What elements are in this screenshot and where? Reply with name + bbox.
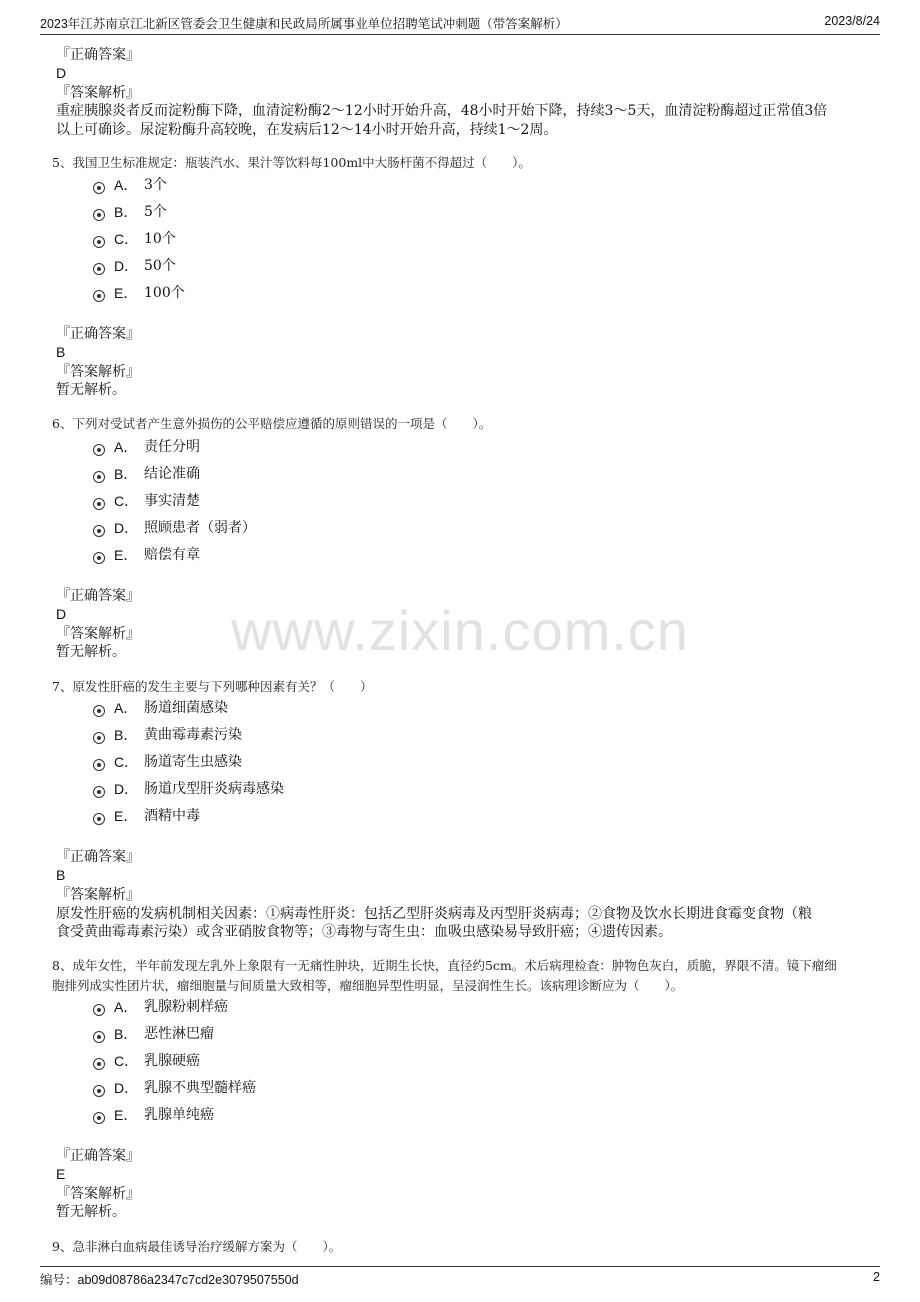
analysis-line: 原发性肝癌的发病机制相关因素：①病毒性肝炎：包括乙型肝炎病毒及丙型肝炎病毒；②食物及饮水长期进食霉变食物（粮 [56, 906, 812, 922]
radio-button-icon[interactable] [93, 732, 105, 744]
answer-label: 『正确答案』 [56, 849, 140, 865]
option-text: 事实清楚 [144, 493, 200, 509]
radio-button-icon[interactable] [93, 1058, 105, 1070]
option-item[interactable] [93, 997, 228, 1017]
question-text: 7、原发性肝癌的发生主要与下列哪种因素有关？（ ） [52, 679, 373, 694]
document-date: 2023/8/24 [824, 14, 880, 28]
option-label: D． [114, 1080, 139, 1096]
option-item[interactable] [93, 491, 200, 511]
radio-button-icon[interactable] [93, 525, 105, 537]
page-footer [40, 1270, 880, 1290]
option-label: D． [114, 520, 139, 536]
radio-button-icon[interactable] [93, 498, 105, 510]
option-item[interactable] [93, 545, 200, 565]
radio-button-icon[interactable] [93, 1085, 105, 1097]
option-text: 结论准确 [144, 466, 200, 482]
option-text: 黄曲霉毒素污染 [144, 727, 242, 743]
option-text: 乳腺硬癌 [144, 1053, 200, 1069]
question-text: 5、我国卫生标准规定：瓶装汽水、果汁等饮料每100ml中大肠杆菌不得超过（ ）。 [52, 155, 531, 170]
option-label: B． [114, 466, 138, 482]
radio-button-icon[interactable] [93, 1031, 105, 1043]
answer-label: 『正确答案』 [56, 1148, 140, 1164]
option-text: 赔偿有章 [144, 547, 200, 563]
question-text: 6、下列对受试者产生意外损伤的公平赔偿应遵循的原则错误的一项是（ ）。 [52, 416, 492, 431]
option-text: 5个 [144, 204, 167, 220]
answer-label: 『正确答案』 [56, 47, 140, 63]
analysis-line: 暂无解析。 [56, 382, 126, 398]
radio-button-icon[interactable] [93, 1004, 105, 1016]
radio-button-icon[interactable] [93, 759, 105, 771]
option-label: B． [114, 1026, 138, 1042]
radio-button-icon[interactable] [93, 813, 105, 825]
document-title: 2023年江苏南京江北新区管委会卫生健康和民政局所属事业单位招聘笔试冲刺题（带答案解析） [40, 17, 568, 31]
answer-label: 『正确答案』 [56, 588, 140, 604]
radio-button-icon[interactable] [93, 1112, 105, 1124]
page-number: 2 [873, 1270, 880, 1284]
radio-button-icon[interactable] [93, 290, 105, 302]
option-item[interactable] [93, 698, 228, 718]
option-text: 3个 [144, 177, 167, 193]
option-text: 乳腺单纯癌 [144, 1107, 214, 1123]
option-label: D． [114, 781, 139, 797]
radio-button-icon[interactable] [93, 786, 105, 798]
option-item[interactable] [93, 752, 242, 772]
analysis-line: 食受黄曲霉毒素污染）或含亚硝胺食物等；③毒物与寄生虫：血吸虫感染易导致肝癌；④遗传因素。 [56, 924, 672, 940]
option-label: E． [114, 285, 138, 301]
option-item[interactable] [93, 1051, 200, 1071]
option-text: 乳腺不典型髓样癌 [144, 1080, 256, 1096]
option-label: A． [114, 439, 138, 455]
option-item[interactable] [93, 1024, 214, 1044]
option-label: A． [114, 177, 138, 193]
radio-button-icon[interactable] [93, 471, 105, 483]
question-text: 胞排列成实性团片状，瘤细胞量与间质量大致相等，瘤细胞异型性明显，呈浸润性生长。该病理诊断应为（ ）。 [52, 978, 684, 993]
radio-button-icon[interactable] [93, 705, 105, 717]
analysis-line: 暂无解析。 [56, 1204, 126, 1220]
option-text: 50个 [144, 258, 176, 274]
radio-button-icon[interactable] [93, 263, 105, 275]
answer-value: E [56, 1166, 66, 1182]
option-item[interactable] [93, 229, 176, 249]
analysis-label: 『答案解析』 [56, 887, 140, 903]
option-label: D． [114, 258, 139, 274]
radio-button-icon[interactable] [93, 209, 105, 221]
analysis-label: 『答案解析』 [56, 626, 140, 642]
option-label: A． [114, 999, 138, 1015]
option-item[interactable] [93, 175, 167, 195]
option-label: C． [114, 231, 139, 247]
analysis-label: 『答案解析』 [56, 364, 140, 380]
document-code: 编号：ab09d08786a2347c7cd2e3079507550d [40, 1273, 299, 1287]
analysis-label: 『答案解析』 [56, 85, 140, 101]
option-text: 照顾患者（弱者） [144, 520, 256, 536]
option-label: C． [114, 754, 139, 770]
question-text: 9、急非淋白血病最佳诱导治疗缓解方案为（ ）。 [52, 1239, 342, 1254]
header-divider [40, 34, 880, 35]
analysis-label: 『答案解析』 [56, 1186, 140, 1202]
option-item[interactable] [93, 202, 167, 222]
analysis-line: 重症胰腺炎者反而淀粉酶下降，血清淀粉酶2～12小时开始升高，48小时开始下降，持续3～5天，血清淀粉酶超过正常值3倍 [56, 103, 828, 119]
answer-value: D [56, 65, 67, 81]
question-text: 8、成年女性，半年前发现左乳外上象限有一无痛性肿块，近期生长快，直径约5cm。术后病理检查：肿物色灰白，质脆，界限不清。镜下瘤细 [52, 958, 837, 973]
option-item[interactable] [93, 1105, 214, 1125]
footer-divider [40, 1266, 880, 1267]
option-label: C． [114, 1053, 139, 1069]
radio-button-icon[interactable] [93, 552, 105, 564]
watermark: www.zixin.com.cn [231, 599, 689, 662]
answer-value: B [56, 867, 66, 883]
option-label: B． [114, 727, 138, 743]
option-item[interactable] [93, 806, 200, 826]
option-item[interactable] [93, 283, 185, 303]
answer-value: B [56, 344, 66, 360]
option-text: 恶性淋巴瘤 [144, 1026, 214, 1042]
option-item[interactable] [93, 464, 200, 484]
answer-label: 『正确答案』 [56, 326, 140, 342]
answer-value: D [56, 606, 67, 622]
option-label: E． [114, 547, 138, 563]
option-text: 10个 [144, 231, 176, 247]
radio-button-icon[interactable] [93, 444, 105, 456]
radio-button-icon[interactable] [93, 182, 105, 194]
analysis-line: 以上可确诊。尿淀粉酶升高较晚，在发病后12～14小时开始升高，持续1～2周。 [56, 122, 558, 138]
option-text: 肠道戊型肝炎病毒感染 [144, 781, 284, 797]
option-text: 责任分明 [144, 439, 200, 455]
option-item[interactable] [93, 1078, 256, 1098]
option-label: C． [114, 493, 139, 509]
option-text: 乳腺粉刺样癌 [144, 999, 228, 1015]
option-label: E． [114, 1107, 138, 1123]
option-text: 肠道细菌感染 [144, 700, 228, 716]
option-label: A． [114, 700, 138, 716]
option-text: 100个 [144, 285, 185, 301]
option-item[interactable] [93, 725, 242, 745]
analysis-line: 暂无解析。 [56, 644, 126, 660]
option-item[interactable] [93, 437, 200, 457]
option-item[interactable] [93, 779, 284, 799]
option-label: E． [114, 808, 138, 824]
page-header [40, 12, 880, 32]
option-text: 肠道寄生虫感染 [144, 754, 242, 770]
option-item[interactable] [93, 518, 256, 538]
option-item[interactable] [93, 256, 176, 276]
option-text: 酒精中毒 [144, 808, 200, 824]
option-label: B． [114, 204, 138, 220]
radio-button-icon[interactable] [93, 236, 105, 248]
